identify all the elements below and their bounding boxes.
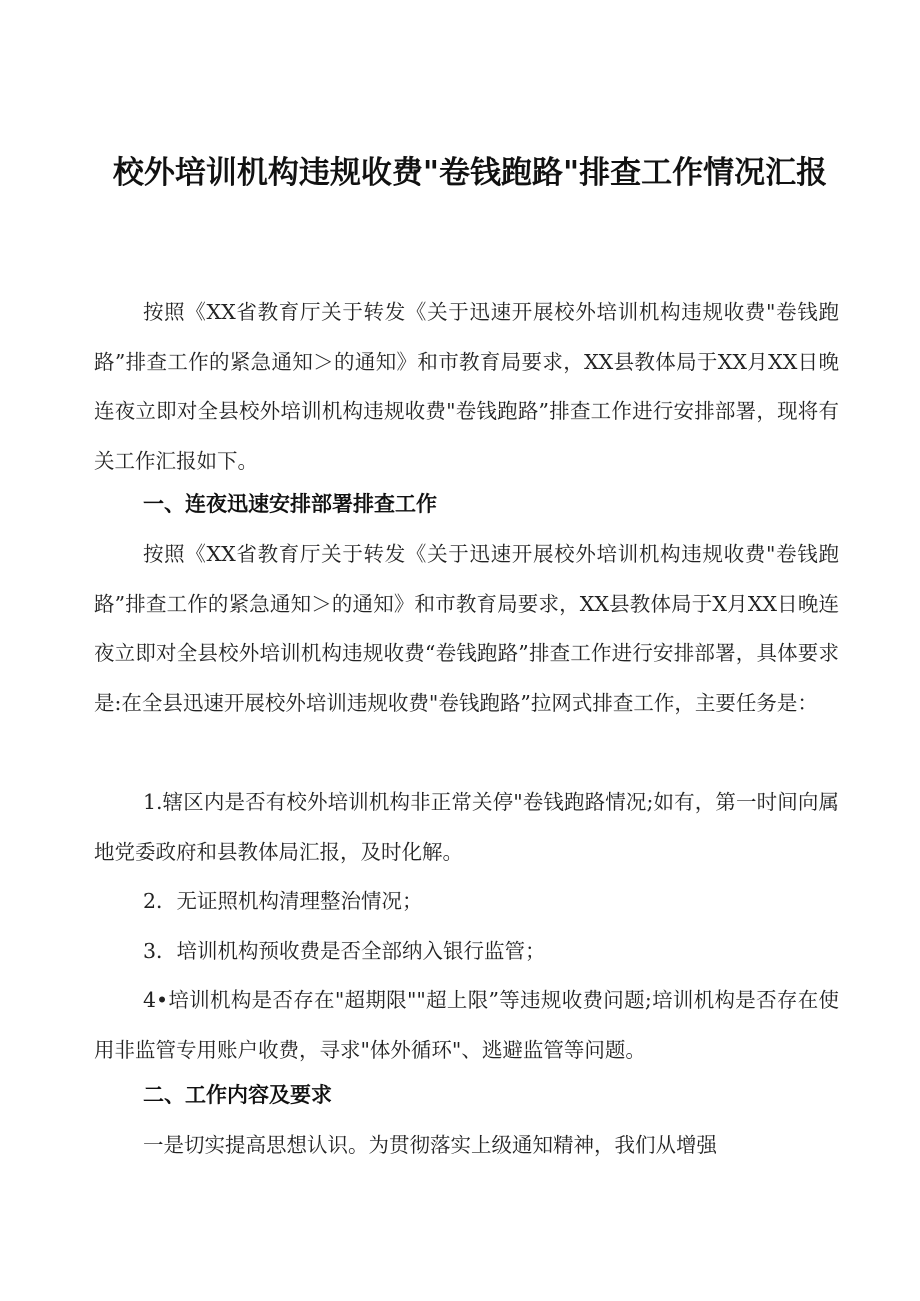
section-heading-2: 二、工作内容及要求 xyxy=(143,1083,332,1107)
intro-paragraph: 按照《XX省教育厅关于转发《关于迅速开展校外培训机构违规收费"卷钱跑路”排查工作的紧急通知＞的通知》和市教育局要求，XX县教体局于XX月XX日晚连夜立即对全县校外培训机构违规收费"卷钱跑路”排查工作进行安排部署，现将有关工作汇报如下。 xyxy=(94,300,839,473)
task-item-2: 2．无证照机构清理整治情况； xyxy=(143,889,423,913)
section-heading-1: 一、连夜迅速安排部署排查工作 xyxy=(143,492,437,516)
section-1-paragraph: 按照《XX省教育厅关于转发《关于迅速开展校外培训机构违规收费"卷钱跑路”排查工作的紧急通知＞的通知》和市教育局要求，XX县教体局于X月XX日晚连夜立即对全县校外培训机构违规收费“卷钱跑路”排查工作进行安排部署，具体要求是:在全县迅速开展校外培训违规收费"卷钱跑路”拉网式排查工作，主要任务是： xyxy=(94,542,839,715)
task-item-1: 1.辖区内是否有校外培训机构非正常关停"卷钱跑路情况;如有，第一时间向属地党委政府和县教体局汇报，及时化解。 xyxy=(94,790,839,864)
task-item-4: 4•培训机构是否存在"超期限""超上限”等违规收费问题;培训机构是否存在使用非监管专用账户收费，寻求"体外循环"、逃避监管等问题。 xyxy=(94,988,839,1062)
document-title: 校外培训机构违规收费"卷钱跑路"排查工作情况汇报 xyxy=(112,155,828,191)
section-2-paragraph: 一是切实提高思想认识。为贯彻落实上级通知精神，我们从增强 xyxy=(143,1133,717,1157)
task-item-3: 3．培训机构预收费是否全部纳入银行监管； xyxy=(143,939,546,963)
